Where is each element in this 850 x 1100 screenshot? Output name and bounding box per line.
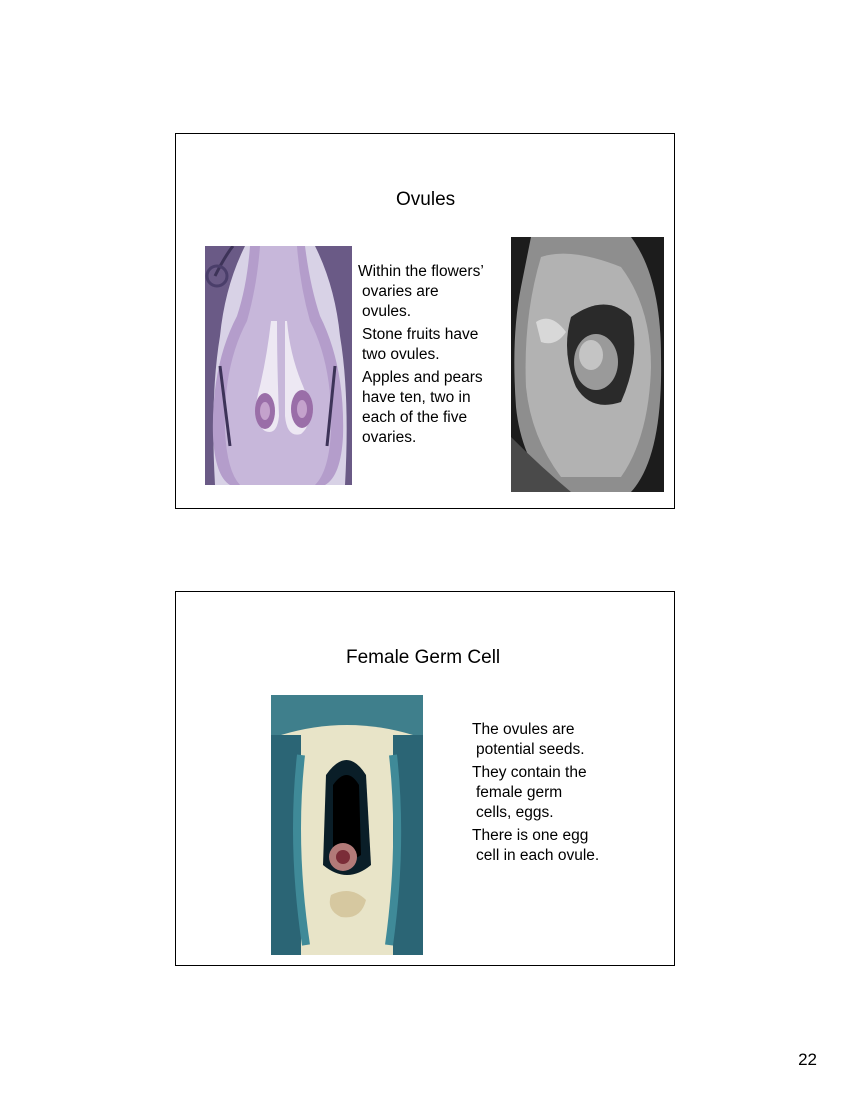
bullet-item (358, 368, 484, 448)
ovule-sem-image (511, 237, 664, 492)
bullet-line: ovaries are (362, 283, 439, 300)
slide-title: Female Germ Cell (346, 647, 501, 668)
bullet-line: cell in each ovule. (476, 847, 600, 864)
bullet-item (472, 826, 599, 866)
bullet-line: There is one egg (472, 827, 589, 844)
bullet-line: Stone fruits have (362, 326, 479, 343)
bullet-list (472, 720, 599, 869)
page-number: 22 (798, 1050, 817, 1069)
bullet-line: ovules. (362, 303, 412, 320)
bullet-list (358, 262, 484, 451)
slide-female-germ-cell (175, 591, 675, 966)
bullet-line: cells, eggs. (476, 804, 554, 821)
bullet-item (472, 763, 599, 823)
bullet-line: ovaries. (362, 429, 417, 446)
bullet-line: The ovules are (472, 721, 575, 738)
bullet-line: female germ (476, 784, 563, 801)
bullet-line: Apples and pears (362, 369, 483, 386)
bullet-item (472, 720, 599, 760)
egg-cell-micrograph-image (271, 695, 423, 955)
slide-title: Ovules (396, 189, 456, 210)
bullet-line: Within the flowers’ (358, 263, 484, 280)
bullet-line: potential seeds. (476, 741, 585, 758)
bullet-item (358, 262, 484, 322)
ovary-micrograph-image (205, 246, 352, 485)
bullet-line: two ovules. (362, 346, 440, 363)
slide-ovules (175, 133, 675, 509)
bullet-line: each of the five (362, 409, 468, 426)
bullet-line: have ten, two in (362, 389, 471, 406)
bullet-line: They contain the (472, 764, 587, 781)
bullet-item (358, 325, 484, 365)
